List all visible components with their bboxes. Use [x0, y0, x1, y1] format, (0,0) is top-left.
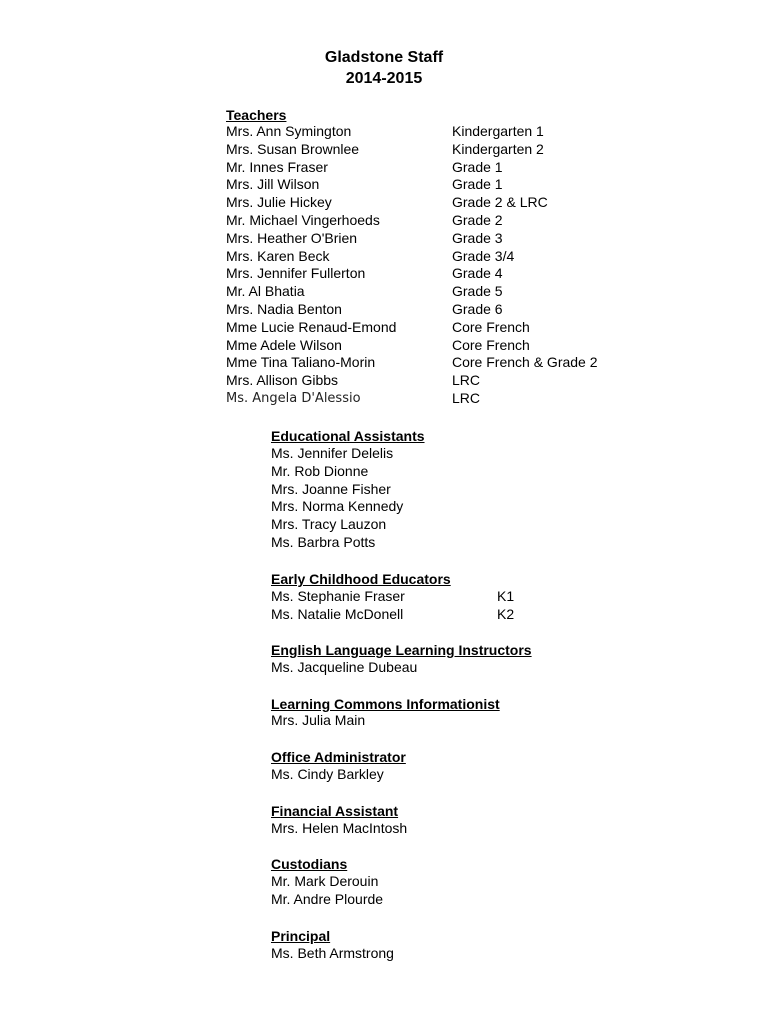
teacher-name: Mrs. Karen Beck [226, 247, 330, 264]
staff-name: Ms. Natalie McDonell [271, 605, 404, 622]
teacher-row [226, 283, 646, 301]
staff-name: Ms. Jacqueline Dubeau [271, 659, 418, 675]
teacher-name: Mrs. Allison Gibbs [226, 372, 339, 389]
list-item [271, 481, 571, 499]
teacher-role: Kindergarten 2 [452, 140, 544, 157]
teacher-name: Mrs. Ann Symington [226, 123, 352, 139]
list-item [271, 534, 571, 552]
list-item [271, 820, 571, 838]
early-childhood-heading: Early Childhood Educators [271, 571, 451, 587]
staff-name: Ms. Stephanie Fraser [271, 588, 405, 604]
teacher-row [226, 337, 646, 355]
teacher-row [226, 141, 646, 159]
teacher-name: Mme Lucie Renaud-Emond [226, 318, 397, 335]
early-childhood-list [271, 588, 571, 624]
list-item [271, 945, 571, 963]
teacher-name: Ms. Angela D'Alessio [226, 390, 361, 406]
teachers-list [226, 123, 646, 408]
teacher-row [226, 301, 646, 319]
list-item [271, 712, 571, 730]
staff-name: Mrs. Norma Kennedy [271, 498, 404, 515]
staff-name: Mr. Andre Plourde [271, 890, 384, 907]
teacher-role: LRC [452, 372, 481, 389]
teacher-name: Mme Tina Taliano-Morin [226, 354, 376, 371]
custodians-heading: Custodians [271, 856, 348, 872]
list-item [271, 606, 571, 624]
list-item [271, 588, 571, 606]
teacher-role: Grade 3 [452, 229, 503, 246]
staff-name: Mrs. Tracy Lauzon [271, 516, 387, 533]
learning-commons-heading: Learning Commons Informationist [271, 696, 500, 712]
teacher-role: Grade 3/4 [452, 247, 515, 264]
teacher-role: Core French [452, 336, 530, 353]
educational-assistants-heading: Educational Assistants [271, 428, 425, 444]
teacher-role: Grade 6 [452, 300, 503, 317]
staff-name: Mrs. Julia Main [271, 712, 366, 728]
teachers-heading: Teachers [226, 107, 287, 123]
list-item [271, 766, 571, 784]
teacher-row [226, 372, 646, 390]
list-item [271, 498, 571, 516]
teacher-name: Mrs. Nadia Benton [226, 300, 342, 317]
teacher-role: Core French & Grade 2 [452, 354, 598, 371]
list-item [271, 463, 571, 481]
list-item [271, 516, 571, 534]
teacher-row [226, 159, 646, 177]
teacher-name: Mr. Innes Fraser [226, 158, 328, 175]
teacher-row [226, 194, 646, 212]
title-line-2: 2014-2015 [345, 70, 423, 87]
teacher-role: Grade 1 [452, 176, 503, 193]
teacher-name: Mrs. Heather O'Brien [226, 229, 358, 246]
staff-name: Ms. Barbra Potts [271, 533, 376, 550]
teacher-role: Grade 4 [452, 265, 503, 282]
teacher-row [226, 390, 646, 408]
custodians-list [271, 873, 571, 909]
teacher-row [226, 123, 646, 141]
office-admin-list [271, 766, 571, 784]
learning-commons-list [271, 712, 571, 730]
list-item [271, 659, 571, 677]
staff-role: K2 [497, 605, 515, 622]
teacher-role: Grade 2 [452, 211, 503, 228]
teacher-row [226, 354, 646, 372]
principal-heading: Principal [271, 928, 331, 944]
list-item [271, 873, 571, 891]
staff-name: Mrs. Joanne Fisher [271, 480, 391, 497]
teacher-role: Grade 2 & LRC [452, 194, 548, 211]
teacher-row [226, 230, 646, 248]
list-item [271, 445, 571, 463]
teacher-name: Mrs. Julie Hickey [226, 194, 332, 211]
teacher-name: Mme Adele Wilson [226, 336, 342, 353]
educational-assistants-list [271, 445, 571, 552]
teacher-name: Mrs. Jill Wilson [226, 176, 320, 193]
teacher-role: Kindergarten 1 [452, 123, 544, 139]
teacher-row [226, 212, 646, 230]
teacher-name: Mrs. Jennifer Fullerton [226, 265, 366, 282]
teacher-row [226, 265, 646, 283]
staff-name: Mrs. Helen MacIntosh [271, 820, 408, 836]
financial-list [271, 820, 571, 838]
teacher-row [226, 319, 646, 337]
staff-name: Ms. Cindy Barkley [271, 766, 384, 782]
teacher-name: Mr. Michael Vingerhoeds [226, 211, 380, 228]
teacher-role: Grade 5 [452, 283, 503, 300]
teacher-name: Mr. Al Bhatia [226, 283, 305, 300]
staff-name: Ms. Beth Armstrong [271, 945, 394, 961]
list-item [271, 891, 571, 909]
teacher-role: Grade 1 [452, 158, 503, 175]
teacher-role: Core French [452, 318, 530, 335]
office-admin-heading: Office Administrator [271, 749, 406, 765]
teacher-row [226, 248, 646, 266]
principal-list [271, 945, 571, 963]
teacher-row [226, 176, 646, 194]
ell-heading: English Language Learning Instructors [271, 642, 532, 658]
staff-role: K1 [497, 588, 515, 604]
title-line-1: Gladstone Staff [324, 49, 444, 66]
teacher-role: LRC [452, 389, 481, 406]
staff-name: Mr. Rob Dionne [271, 462, 369, 479]
teacher-name: Mrs. Susan Brownlee [226, 140, 360, 157]
financial-heading: Financial Assistant [271, 803, 399, 819]
staff-name: Ms. Jennifer Delelis [271, 445, 394, 461]
staff-name: Mr. Mark Derouin [271, 873, 379, 889]
ell-list [271, 659, 571, 677]
